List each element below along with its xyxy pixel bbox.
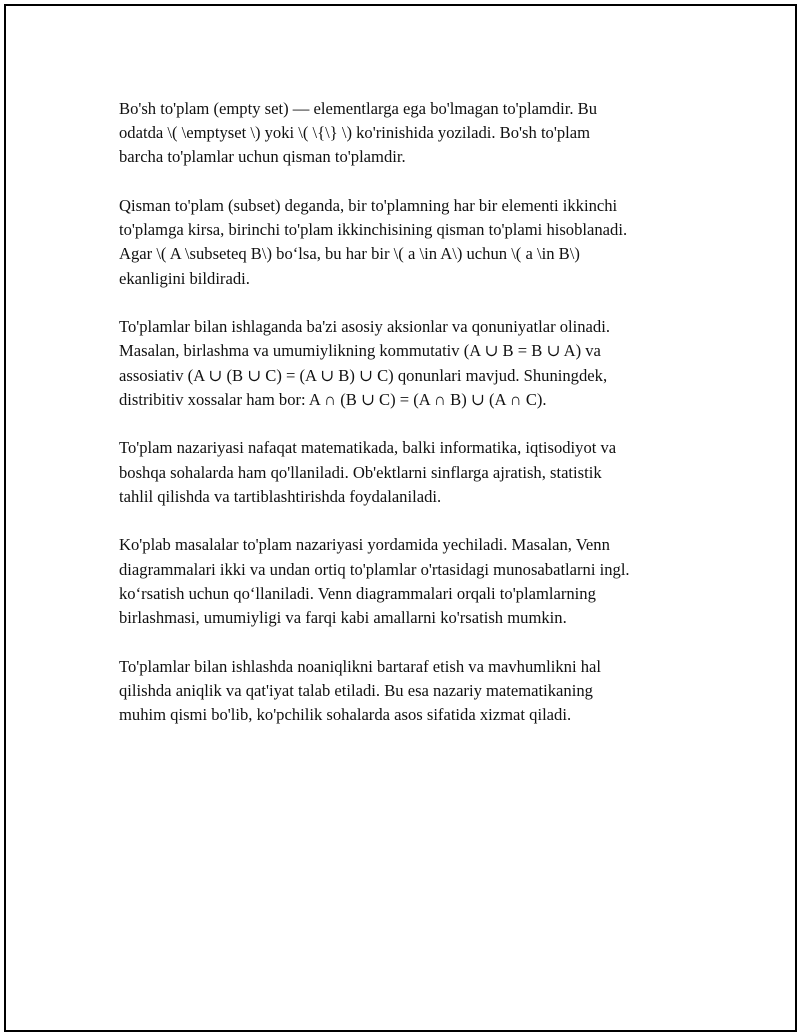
document-body [119,97,699,752]
paragraph-axioms: To'plamlar bilan ishlaganda ba'zi asosiy aksionlar va qonuniyatlar olinadi. Masalan, birlashma va umumiylikning kommutativ (A ∪ B = B ∪ A) va assosiativ (A ∪ (B ∪ C) = (A ∪ B) ∪ C) qonunlari mavjud. Shuningdek, distribitiv xossalar ham bor: A ∩ (B ∪ C) = (A ∩ B) ∪ (A ∩ C). [119,317,610,409]
paragraph-venn-diagrams: Ko'plab masalalar to'plam nazariyasi yordamida yechiladi. Masalan, Venn diagrammalari ikki va undan ortiq to'plamlar o'rtasidagi munosabatlarni ingl. ko‘rsatish uchun qo‘llaniladi. Venn diagrammalari orqali to'plamlarning birlashmasi, umumiyligi va farqi kabi amallarni ko'rsatish mumkin. [119,535,630,628]
paragraph-conclusion: To'plamlar bilan ishlashda noaniqlikni bartaraf etish va mavhumlikni hal qilishda aniqlik va qat'iyat talab etiladi. Bu esa nazariy matematikaning muhim qismi bo'lib, ko'pchilik sohalarda asos sifatida xizmat qiladi. [119,656,602,725]
page-frame [4,4,797,1032]
paragraph-subset: Qisman to'plam (subset) deganda, bir to'plamning har bir elementi ikkinchi to'plamga kirsa, birinchi to'plam ikkinchisining qisman to'plami hisoblanadi. Agar \( A \subseteq B\) bo‘lsa, bu har bir \( a \in A\) uchun \( a \in B\) ekanligini bildiradi. [119,196,628,288]
paragraph-applications: To'plam nazariyasi nafaqat matematikada, balki informatika, iqtisodiyot va boshqa sohalarda ham qo'llaniladi. Ob'ektlarni sinflarga ajratish, statistik tahlil qilishda va tartiblashtirishda foydalaniladi. [119,438,617,506]
paragraph-empty-set: Bo'sh to'plam (empty set) — elementlarga ega bo'lmagan to'plamdir. Bu odatda \( \emptyset \) yoki \( \{\} \) ko'rinishida yoziladi. Bo'sh to'plam barcha to'plamlar uchun qisman to'plamdir. [119,99,598,167]
